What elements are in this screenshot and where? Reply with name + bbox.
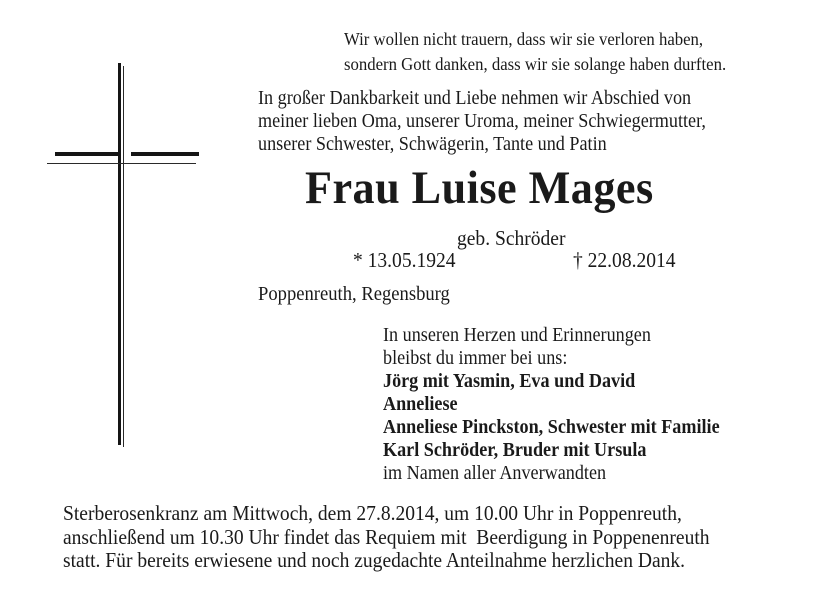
intro-line: unserer Schwester, Schwägerin, Tante und Patin	[258, 134, 607, 155]
cross-horizontal-thick-left	[55, 152, 120, 156]
deceased-name: Frau Luise Mages	[305, 162, 654, 214]
cross-vertical-thick-line	[118, 63, 121, 445]
service-info-line: anschließend um 10.30 Uhr findet das Requiem mit Beerdigung in Poppenenreuth	[63, 524, 710, 549]
service-info-line: Sterberosenkranz am Mittwoch, dem 27.8.2014, um 10.00 Uhr in Poppenreuth,	[63, 501, 682, 525]
death-date: † 22.08.2014	[573, 248, 676, 272]
quote-line: sondern Gott danken, dass wir sie solange haben durften.	[344, 54, 727, 74]
memorial-line: In unseren Herzen und Erinnerungen	[383, 325, 651, 346]
cross-horizontal-thin-line	[47, 163, 196, 164]
cross-vertical-thin-line	[123, 66, 124, 447]
mourner-line: Anneliese Pinckston, Schwester mit Familie	[383, 417, 720, 438]
intro-line: In großer Dankbarkeit und Liebe nehmen wir Abschied von	[258, 88, 692, 109]
opening-quote	[344, 27, 726, 77]
birth-date: * 13.05.1924	[353, 248, 456, 272]
quote-line: Wir wollen nicht trauern, dass wir sie verloren haben,	[344, 29, 704, 49]
mourner-line: Karl Schröder, Bruder mit Ursula	[383, 440, 647, 461]
intro-paragraph	[258, 87, 706, 156]
service-info-paragraph	[63, 502, 710, 573]
service-info-line: statt. Für bereits erwiesene und noch zugedachte Anteilnahme herzlichen Dank.	[63, 548, 686, 572]
memorial-block	[383, 324, 720, 485]
cross-horizontal-thick-right	[131, 152, 199, 156]
mourner-line: Jörg mit Yasmin, Eva und David	[383, 371, 636, 392]
memorial-line: im Namen aller Anverwandten	[383, 463, 607, 484]
intro-line: meiner lieben Oma, unserer Uroma, meiner Schwiegermutter,	[258, 111, 706, 132]
memorial-line: bleibst du immer bei uns:	[383, 348, 568, 369]
maiden-name: geb. Schröder	[457, 226, 566, 250]
places-line: Poppenreuth, Regensburg	[258, 283, 450, 305]
mourner-line: Anneliese	[383, 394, 458, 415]
